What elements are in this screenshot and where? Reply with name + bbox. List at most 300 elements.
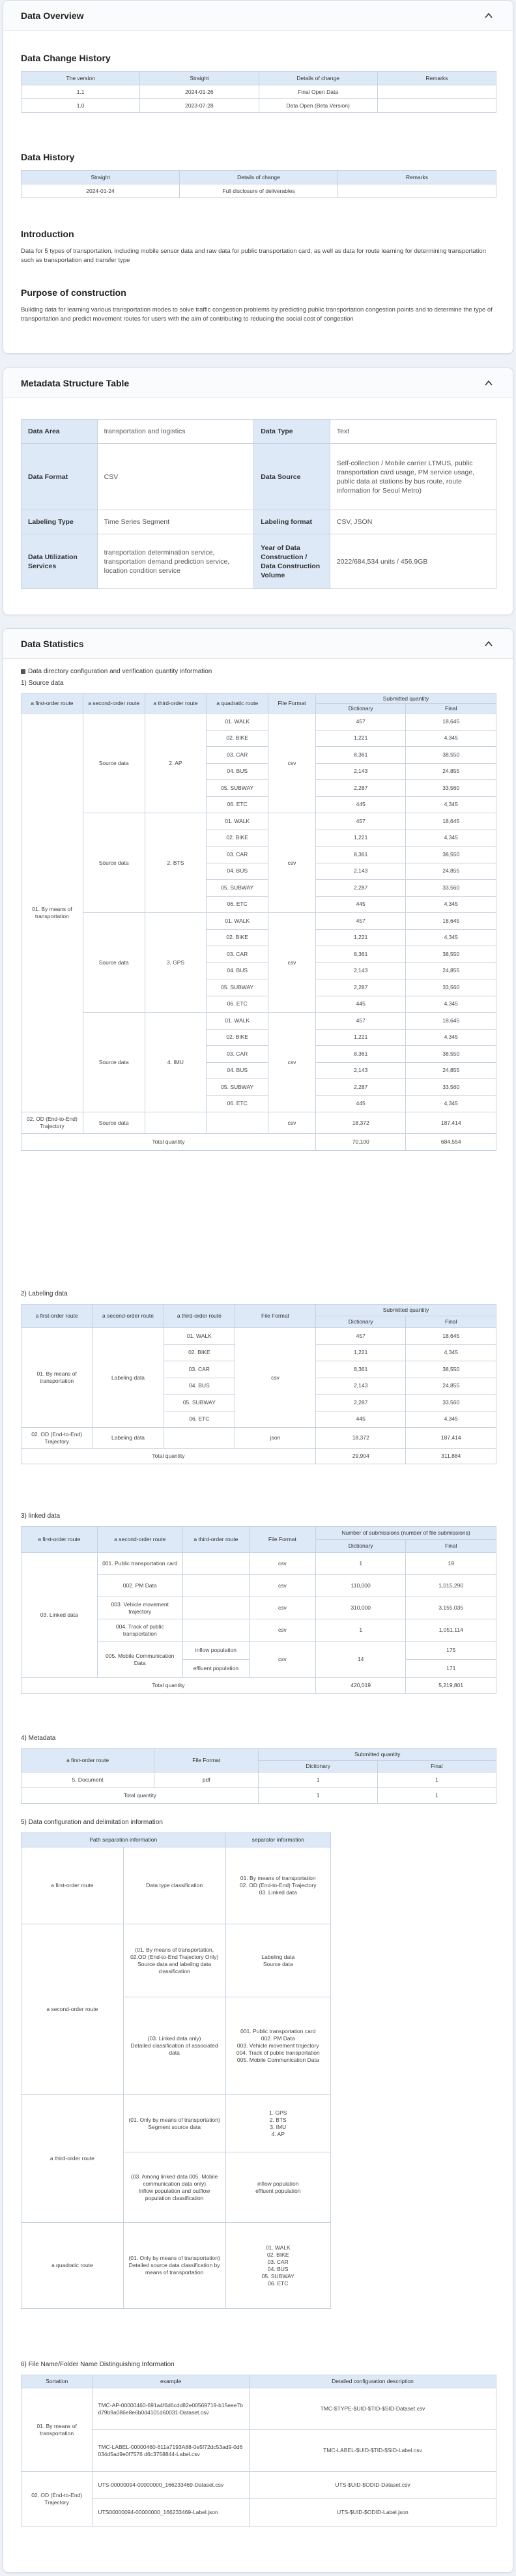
col-header: a first-order route xyxy=(22,1527,98,1553)
col-header: File Format xyxy=(249,1527,315,1553)
cell: 4,345 xyxy=(406,730,496,747)
mode-cell: 02. BIKE xyxy=(164,1344,235,1361)
route-cell: Labeling data xyxy=(93,1328,164,1428)
col-header: Details of change xyxy=(259,72,377,85)
cell: 1 xyxy=(259,1773,377,1788)
col-header: Dictionary xyxy=(315,704,406,714)
cell: 420,019 xyxy=(315,1678,406,1694)
col-header: File Format xyxy=(235,1305,316,1328)
cell: 4,345 xyxy=(406,1029,496,1046)
cell: 1 xyxy=(259,1788,377,1804)
cell: Full disclosure of deliverables xyxy=(180,184,338,198)
mode-cell: 02. BIKE xyxy=(207,830,268,847)
label-cell: Data Source xyxy=(254,444,330,510)
cell: 2,287 xyxy=(315,780,406,797)
col-header: Dictionary xyxy=(315,1540,406,1553)
cell: 1,221 xyxy=(315,929,406,946)
table-row xyxy=(22,714,496,731)
cell: 38,550 xyxy=(406,1361,496,1378)
col-header: Path separation information xyxy=(22,1833,226,1847)
cell: 19 xyxy=(406,1553,496,1575)
metadata-panel xyxy=(3,368,513,615)
filenames-table xyxy=(21,2375,496,2526)
cell: 24,855 xyxy=(406,1062,496,1079)
cell: 1 xyxy=(377,1773,496,1788)
col-header: Remarks xyxy=(377,72,496,85)
panel-title: Data Overview xyxy=(21,10,84,21)
subsection-title: 2) Labeling data xyxy=(21,1290,68,1297)
value-cell: Self-collection / Mobile carrier LTMUS, public transportation card usage, PM service usage, public data at stations by bus route, route information for Seoul Metro) xyxy=(330,444,496,510)
cell xyxy=(338,184,496,198)
mode-cell: 04. BUS xyxy=(207,962,268,979)
desc-cell: TMC-LABEL-$UID-$TID-$SID-Label.csv xyxy=(249,2430,496,2472)
panel-title: Data Statistics xyxy=(21,638,84,649)
cell: csv xyxy=(268,1112,316,1134)
value-cell: 2022/684,534 units / 456.9GB xyxy=(330,534,496,589)
cell xyxy=(182,1619,249,1642)
cell: 110,000 xyxy=(315,1575,406,1597)
format-cell: csv xyxy=(235,1328,316,1428)
label-cell: Year of Data Construction / Data Construction Volume xyxy=(254,534,330,589)
label-cell: Data Area xyxy=(22,420,98,444)
desc-cell: UTS-$UID-$ODID-Dataset.csv xyxy=(249,2472,496,2499)
data-history-table xyxy=(21,170,496,198)
col-header: The version xyxy=(22,72,140,85)
info-cell: inflow population effluent population xyxy=(225,2152,331,2223)
config-table-wrap xyxy=(21,1832,331,2309)
cell: 4,345 xyxy=(406,929,496,946)
value-cell: CSV, JSON xyxy=(330,510,496,534)
desc-cell: (01. Only by means of transportation) Detailed source data classification by means of transportation xyxy=(123,2223,225,2309)
cell xyxy=(207,1112,268,1134)
labeling-data-table xyxy=(21,1304,496,1464)
col-header: a third-order route xyxy=(164,1305,235,1328)
total-label: Total quantity xyxy=(22,1449,316,1464)
labeling-table-wrap xyxy=(21,1304,496,1464)
route-cell: Source data xyxy=(83,714,145,813)
cell: 2,143 xyxy=(315,1062,406,1079)
cell: 38,550 xyxy=(406,946,496,963)
mode-cell: 06. ETC xyxy=(207,796,268,813)
cell: Data Open (Beta Version) xyxy=(259,99,377,113)
cell: Source data xyxy=(83,1112,145,1134)
chevron-up-icon[interactable] xyxy=(482,9,495,22)
section-title: Purpose of construction xyxy=(21,287,126,298)
col-header: example xyxy=(93,2375,250,2388)
table-row xyxy=(22,1013,496,1030)
mode-cell: 01. WALK xyxy=(207,714,268,731)
label-cell: Data Utilization Services xyxy=(22,534,98,589)
table-row xyxy=(22,813,496,830)
cell: csv xyxy=(249,1642,315,1678)
desc-cell: Data type classification xyxy=(123,1847,225,1924)
cell: 33,560 xyxy=(406,880,496,897)
subsection-title: 4) Metadata xyxy=(21,1735,56,1742)
mode-cell: 02. BIKE xyxy=(207,929,268,946)
cell: effluent population xyxy=(182,1660,249,1678)
mode-cell: 04. BUS xyxy=(207,863,268,880)
cell: 18,645 xyxy=(406,714,496,731)
col-header: Remarks xyxy=(338,171,496,184)
cell: 2,143 xyxy=(315,1378,406,1395)
cell xyxy=(164,1428,235,1449)
mode-cell: 05. SUBWAY xyxy=(207,1079,268,1096)
info-cell: Labeling data Source data xyxy=(225,1924,331,1997)
col-header: Dictionary xyxy=(259,1761,377,1773)
cell: 1.0 xyxy=(22,99,140,113)
subsection-title: 5) Data configuration and delimitation information xyxy=(21,1819,163,1826)
col-header: a third-order route xyxy=(182,1527,249,1553)
col-header: a first-order route xyxy=(22,694,83,714)
cell: 8,361 xyxy=(315,1361,406,1378)
route-cell: 4. IMU xyxy=(145,1013,207,1112)
route-cell: 01. By means of transportation xyxy=(22,1328,93,1428)
total-row xyxy=(22,1134,496,1151)
cell: 2,143 xyxy=(315,763,406,780)
col-header: a third-order route xyxy=(145,694,207,714)
col-header: Submitted quantity xyxy=(315,1305,496,1316)
route-cell: 2. BTS xyxy=(145,813,207,913)
route-cell: 3. GPS xyxy=(145,913,207,1013)
data-statistics-panel xyxy=(3,628,513,2573)
cell: 4,345 xyxy=(406,996,496,1013)
route-cell: 03. Linked data xyxy=(22,1553,98,1678)
cell: 4,345 xyxy=(406,1411,496,1428)
cell: 175 xyxy=(406,1642,496,1660)
route-cell: 005. Mobile Communication Data xyxy=(97,1642,182,1678)
cell: json xyxy=(235,1428,316,1449)
mode-cell: 06. ETC xyxy=(207,896,268,913)
square-bullet-icon xyxy=(21,669,25,674)
stats-heading xyxy=(21,668,212,675)
total-row xyxy=(22,1788,496,1804)
cell: 2,287 xyxy=(315,1395,406,1411)
cell: 187,414 xyxy=(406,1112,496,1134)
col-header: Sortation xyxy=(22,2375,93,2388)
format-cell: csv xyxy=(268,1013,316,1112)
cell: 18,645 xyxy=(406,913,496,930)
cell: 2,287 xyxy=(315,880,406,897)
cell: Labeling data xyxy=(93,1428,164,1449)
table-row xyxy=(22,2430,496,2472)
cell: 1,221 xyxy=(315,1344,406,1361)
cell: 1,221 xyxy=(315,1029,406,1046)
value-cell: Time Series Segment xyxy=(97,510,254,534)
desc-cell: (01. By means of transportation, 02.OD (End-to-End Trajectory Only) Source data and labeling data classification xyxy=(123,1924,225,1997)
cell: 187,414 xyxy=(406,1428,496,1449)
table-row xyxy=(22,2388,496,2430)
route-cell: 001. Public transportation card xyxy=(97,1553,182,1575)
route-cell: a second-order route xyxy=(22,1924,124,2095)
cell: 445 xyxy=(315,1411,406,1428)
cell xyxy=(182,1553,249,1575)
route-cell: 004. Track of public transportation xyxy=(97,1619,182,1642)
sort-cell: 02. OD (End-to-End) Trajectory xyxy=(22,2472,93,2526)
section-title: Introduction xyxy=(21,229,74,239)
mode-cell: 04. BUS xyxy=(207,1062,268,1079)
total-row xyxy=(22,1678,496,1694)
route-cell: 02. OD (End-to-End) Trajectory xyxy=(22,1112,83,1134)
cell: 1 xyxy=(315,1553,406,1575)
value-cell: Text xyxy=(330,420,496,444)
mode-cell: 06. ETC xyxy=(164,1411,235,1428)
table-row xyxy=(22,1428,496,1449)
cell xyxy=(182,1597,249,1619)
cell: 5. Document xyxy=(22,1773,154,1788)
cell: 457 xyxy=(315,813,406,830)
panel-title: Metadata Structure Table xyxy=(21,377,130,388)
mode-cell: 02. BIKE xyxy=(207,1029,268,1046)
cell: csv xyxy=(249,1575,315,1597)
col-header: a second-order route xyxy=(83,694,145,714)
mode-cell: 05. SUBWAY xyxy=(164,1395,235,1411)
mode-cell: 03. CAR xyxy=(207,1046,268,1063)
cell: 311,884 xyxy=(406,1449,496,1464)
col-header: File Format xyxy=(268,694,316,714)
col-header: a first-order route xyxy=(22,1305,93,1328)
metadata-count-table xyxy=(21,1748,496,1804)
cell: 171 xyxy=(406,1660,496,1678)
desc-cell: TMC-$TYPE-$UID-$TID-$SID-Dataset.csv xyxy=(249,2388,496,2430)
table-row xyxy=(22,534,496,589)
value-cell: transportation determination service, transportation demand prediction service, location condition service xyxy=(97,534,254,589)
mode-cell: 06. ETC xyxy=(207,996,268,1013)
col-header: Detailed configuration description xyxy=(249,2375,496,2388)
table-row xyxy=(22,2095,331,2152)
change-history-table xyxy=(21,71,496,113)
cell: 70,100 xyxy=(315,1134,406,1151)
table-row xyxy=(22,1847,331,1924)
example-cell: UTS-00000094-00000000_166233469-Dataset.csv xyxy=(93,2472,250,2499)
route-cell: a first-order route xyxy=(22,1847,124,1924)
cell xyxy=(145,1112,207,1134)
col-header: separator information xyxy=(225,1833,331,1847)
value-cell: CSV xyxy=(97,444,254,510)
cell: 8,361 xyxy=(315,847,406,863)
cell: 29,904 xyxy=(315,1449,406,1464)
mode-cell: 01. WALK xyxy=(164,1328,235,1345)
col-header: Final xyxy=(406,704,496,714)
mode-cell: 01. WALK xyxy=(207,913,268,930)
cell: 38,550 xyxy=(406,747,496,764)
table-row xyxy=(22,1553,496,1575)
intro-text: Data for 5 types of transportation, including mobile sensor data and raw data for public transportation card, as well as data for route learning for determining transportation such as transportation and transfer type xyxy=(21,248,486,264)
col-header: a second-order route xyxy=(93,1305,164,1328)
desc-cell: (01. Only by means of transportation) Segment source data xyxy=(123,2095,225,2152)
mode-cell: 03. CAR xyxy=(207,847,268,863)
col-header: Final xyxy=(377,1761,496,1773)
cell: 2024-01-24 xyxy=(22,184,180,198)
cell: 1,221 xyxy=(315,830,406,847)
subsection-title: 3) linked data xyxy=(21,1512,61,1520)
example-cell: TMC-LABEL-00000460-611a7193A88-0e5f72dc53ad9-0d6034d5ad9e0f7576 d6c3758844-Label.csv xyxy=(93,2430,250,2472)
cell: 38,550 xyxy=(406,1046,496,1063)
total-label: Total quantity xyxy=(22,1678,316,1694)
source-table-wrap xyxy=(21,693,496,1151)
mode-cell: 05. SUBWAY xyxy=(207,979,268,996)
config-table xyxy=(21,1832,331,2309)
cell: 24,855 xyxy=(406,863,496,880)
cell: 445 xyxy=(315,1095,406,1112)
mode-cell: 05. SUBWAY xyxy=(207,880,268,897)
col-header: Straight xyxy=(22,171,180,184)
cell: inflow population xyxy=(182,1642,249,1660)
cell: 8,361 xyxy=(315,946,406,963)
cell: 457 xyxy=(315,913,406,930)
col-header: Number of submissions (number of file submissions) xyxy=(315,1527,496,1540)
cell: 2,143 xyxy=(315,962,406,979)
total-label: Total quantity xyxy=(22,1134,316,1151)
cell: 1,051,114 xyxy=(406,1619,496,1642)
stats-heading-text: Data directory configuration and verification quantity information xyxy=(28,668,212,675)
mode-cell: 03. CAR xyxy=(207,747,268,764)
cell: 8,361 xyxy=(315,1046,406,1063)
cell: 457 xyxy=(315,1013,406,1030)
cell: 24,855 xyxy=(406,763,496,780)
mode-cell: 06. ETC xyxy=(207,1095,268,1112)
mode-cell: 01. WALK xyxy=(207,1013,268,1030)
table-row xyxy=(22,444,496,510)
cell: 4,345 xyxy=(406,796,496,813)
cell: 5,219,801 xyxy=(406,1678,496,1694)
route-cell: 01. By means of transportation xyxy=(22,714,83,1112)
data-overview-panel xyxy=(3,0,513,354)
data-statistics-header[interactable] xyxy=(3,629,513,659)
cell: 18,372 xyxy=(315,1112,406,1134)
label-cell: Data Format xyxy=(22,444,98,510)
cell: 2024-01-26 xyxy=(140,85,259,99)
table-row xyxy=(22,99,496,113)
cell: 3,155,035 xyxy=(406,1597,496,1619)
example-cell: UTS00000094-00000000_166233469-Label.json xyxy=(93,2499,250,2526)
label-cell: Labeling Type xyxy=(22,510,98,534)
col-header: a second-order route xyxy=(97,1527,182,1553)
col-header: a first-order route xyxy=(22,1749,154,1773)
cell: 457 xyxy=(315,714,406,731)
cell: 33,560 xyxy=(406,1079,496,1096)
table-row xyxy=(22,2223,331,2309)
info-cell: 01. WALK 02. BIKE 03. CAR 04. BUS 05. SUBWAY 06. ETC xyxy=(225,2223,331,2309)
value-cell: transportation and logistics xyxy=(97,420,254,444)
metadata-count-table-wrap xyxy=(21,1748,496,1804)
cell: 14 xyxy=(315,1642,406,1678)
info-cell: 1. GPS 2. BTS 3. IMU 4. AP xyxy=(225,2095,331,2152)
col-header: Straight xyxy=(140,72,259,85)
cell: 2,287 xyxy=(315,1079,406,1096)
table-row xyxy=(22,1773,496,1788)
route-cell: Source data xyxy=(83,913,145,1013)
cell: csv xyxy=(249,1553,315,1575)
label-cell: Data Type xyxy=(254,420,330,444)
cell: 445 xyxy=(315,996,406,1013)
mode-cell: 03. CAR xyxy=(164,1361,235,1378)
total-label: Total quantity xyxy=(22,1788,259,1804)
cell: 1,015,290 xyxy=(406,1575,496,1597)
table-row xyxy=(22,510,496,534)
route-cell: 02. OD (End-to-End) Trajectory xyxy=(22,1428,93,1449)
desc-cell: (03. Linked data only) Detailed classification of associated data xyxy=(123,1997,225,2095)
table-row xyxy=(22,184,496,198)
cell xyxy=(377,99,496,113)
info-cell: 01. By means of transportation 02. OD (End-to-End) Trajectory 03. Linked data xyxy=(225,1847,331,1924)
table-row xyxy=(22,913,496,930)
cell: 2,143 xyxy=(315,863,406,880)
table-row xyxy=(22,2472,496,2499)
table-row xyxy=(22,420,496,444)
mode-cell: 05. SUBWAY xyxy=(207,780,268,797)
cell: 310,000 xyxy=(315,1597,406,1619)
cell: 2,287 xyxy=(315,979,406,996)
mode-cell: 04. BUS xyxy=(164,1378,235,1395)
section-title: Data History xyxy=(21,152,75,162)
mode-cell: 04. BUS xyxy=(207,763,268,780)
metadata-table xyxy=(21,419,496,589)
subsection-title: 1) Source data xyxy=(21,680,64,687)
route-cell: a quadratic route xyxy=(22,2223,124,2309)
route-cell: Source data xyxy=(83,813,145,913)
subsection-title: 6) File Name/Folder Name Distinguishing Information xyxy=(21,2361,175,2368)
col-header: Dictionary xyxy=(315,1316,406,1328)
col-header: Final xyxy=(406,1540,496,1553)
route-cell: a third-order route xyxy=(22,2095,124,2223)
cell: 1,221 xyxy=(315,730,406,747)
metadata-header[interactable] xyxy=(3,368,513,398)
table-row xyxy=(22,2499,496,2526)
total-row xyxy=(22,1449,496,1464)
data-overview-header[interactable] xyxy=(3,1,513,31)
filenames-table-wrap xyxy=(21,2375,496,2526)
desc-cell: (03. Among linked data 005. Mobile communication data only) Inflow population and outflow population classification xyxy=(123,2152,225,2223)
col-header: Final xyxy=(406,1316,496,1328)
cell: 445 xyxy=(315,796,406,813)
mode-cell: 02. BIKE xyxy=(207,730,268,747)
cell: 1 xyxy=(315,1619,406,1642)
route-cell: Source data xyxy=(83,1013,145,1112)
cell: 1 xyxy=(377,1788,496,1804)
cell: 38,550 xyxy=(406,847,496,863)
cell: 33,560 xyxy=(406,780,496,797)
cell: 24,855 xyxy=(406,1378,496,1395)
table-row xyxy=(22,1328,496,1345)
label-cell: Labeling format xyxy=(254,510,330,534)
linked-data-table xyxy=(21,1526,496,1694)
table-row xyxy=(22,85,496,99)
cell xyxy=(377,85,496,99)
cell: 33,560 xyxy=(406,1395,496,1411)
purpose-text: Building data for learning various transportation modes to solve traffic congestion problems by predicting public transportation congestion points and to determine the type of transportation and predict movement routes for users with the aim of contributing to reducing the social cost of congestion xyxy=(21,306,493,323)
desc-cell: UTS-$UID-$ODID-Label.json xyxy=(249,2499,496,2526)
cell: Final Open Data xyxy=(259,85,377,99)
cell: 18,372 xyxy=(315,1428,406,1449)
linked-table-wrap xyxy=(21,1526,496,1694)
cell: 18,645 xyxy=(406,1013,496,1030)
route-cell: 002. PM Data xyxy=(97,1575,182,1597)
table-row xyxy=(22,1924,331,1997)
col-header: a quadratic route xyxy=(207,694,268,714)
example-cell: TMC-AP-00000460-691a4f6d6cdd82e00569719-b15eee7bd79b9a086e8e6b0d4101d60031-Dataset.csv xyxy=(93,2388,250,2430)
cell: 18,645 xyxy=(406,1328,496,1345)
sort-cell: 01. By means of transportation xyxy=(22,2388,93,2472)
cell: 4,345 xyxy=(406,1344,496,1361)
chevron-up-icon[interactable] xyxy=(482,637,495,650)
cell: csv xyxy=(249,1619,315,1642)
chevron-up-icon[interactable] xyxy=(482,377,495,390)
cell: 18,645 xyxy=(406,813,496,830)
cell: csv xyxy=(249,1597,315,1619)
col-header: Details of change xyxy=(180,171,338,184)
format-cell: csv xyxy=(268,813,316,913)
cell: 33,560 xyxy=(406,979,496,996)
